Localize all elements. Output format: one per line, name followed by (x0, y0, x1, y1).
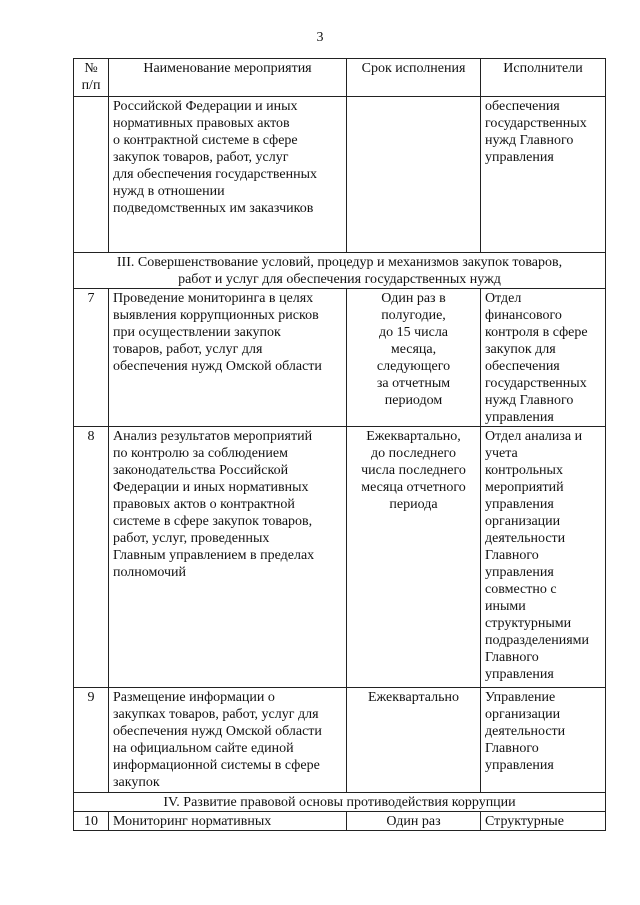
cell-executors: Структурные (481, 812, 606, 831)
cell-deadline: Ежеквартально, до последнего числа последнего месяца отчетного периода (347, 427, 481, 688)
cell-name: Российской Федерации и иных нормативных правовых актов о контрактной системе в сфере закупок товаров, работ, услуг для обеспечения государственных нужд в отношении подведомственных им заказчиков (109, 97, 347, 253)
header-executors: Исполнители (481, 59, 606, 97)
cell-num: 8 (74, 427, 109, 688)
section-title: III. Совершенствование условий, процедур и механизмов закупок товаров, работ и услуг для обеспечения государственных нужд (74, 253, 606, 289)
cell-num: 10 (74, 812, 109, 831)
section-row-4 (74, 793, 606, 812)
section-title: IV. Развитие правовой основы противодействия коррупции (74, 793, 606, 812)
table-row (74, 289, 606, 427)
table-header-row (74, 59, 606, 97)
cell-num: 9 (74, 688, 109, 793)
measures-table (73, 58, 606, 831)
cell-executors: Отдел финансового контроля в сфере закупок для обеспечения государственных нужд Главного управления (481, 289, 606, 427)
cell-deadline: Один раз в полугодие, до 15 числа месяца, следующего за отчетным периодом (347, 289, 481, 427)
header-name: Наименование мероприятия (109, 59, 347, 97)
page-number: 3 (316, 30, 324, 45)
section-row-3 (74, 253, 606, 289)
cell-name: Размещение информации о закупках товаров, работ, услуг для обеспечения нужд Омской области на официальном сайте единой информационной системы в сфере закупок (109, 688, 347, 793)
cell-executors: Отдел анализа и учета контрольных мероприятий управления организации деятельности Главного управления совместно с иными структурными подразделениями Главного управления (481, 427, 606, 688)
table-row (74, 427, 606, 688)
cell-executors: обеспечения государственных нужд Главного управления (481, 97, 606, 253)
table-row (74, 688, 606, 793)
cell-deadline (347, 97, 481, 253)
cell-executors: Управление организации деятельности Главного управления (481, 688, 606, 793)
header-deadline: Срок исполнения (347, 59, 481, 97)
cell-name: Мониторинг нормативных (109, 812, 347, 831)
cell-name: Анализ результатов мероприятий по контролю за соблюдением законодательства Российской Федерации и иных нормативных правовых актов о контрактной системе в сфере закупок товаров, работ, услуг, проведенных Главным управлением в пределах полномочий (109, 427, 347, 688)
cell-name: Проведение мониторинга в целях выявления коррупционных рисков при осуществлении закупок товаров, работ, услуг для обеспечения нужд Омской области (109, 289, 347, 427)
cell-deadline: Ежеквартально (347, 688, 481, 793)
cell-num: 7 (74, 289, 109, 427)
table-row-continued (74, 97, 606, 253)
header-num: № п/п (74, 59, 109, 97)
cell-num (74, 97, 109, 253)
table-row (74, 812, 606, 831)
cell-deadline: Один раз (347, 812, 481, 831)
